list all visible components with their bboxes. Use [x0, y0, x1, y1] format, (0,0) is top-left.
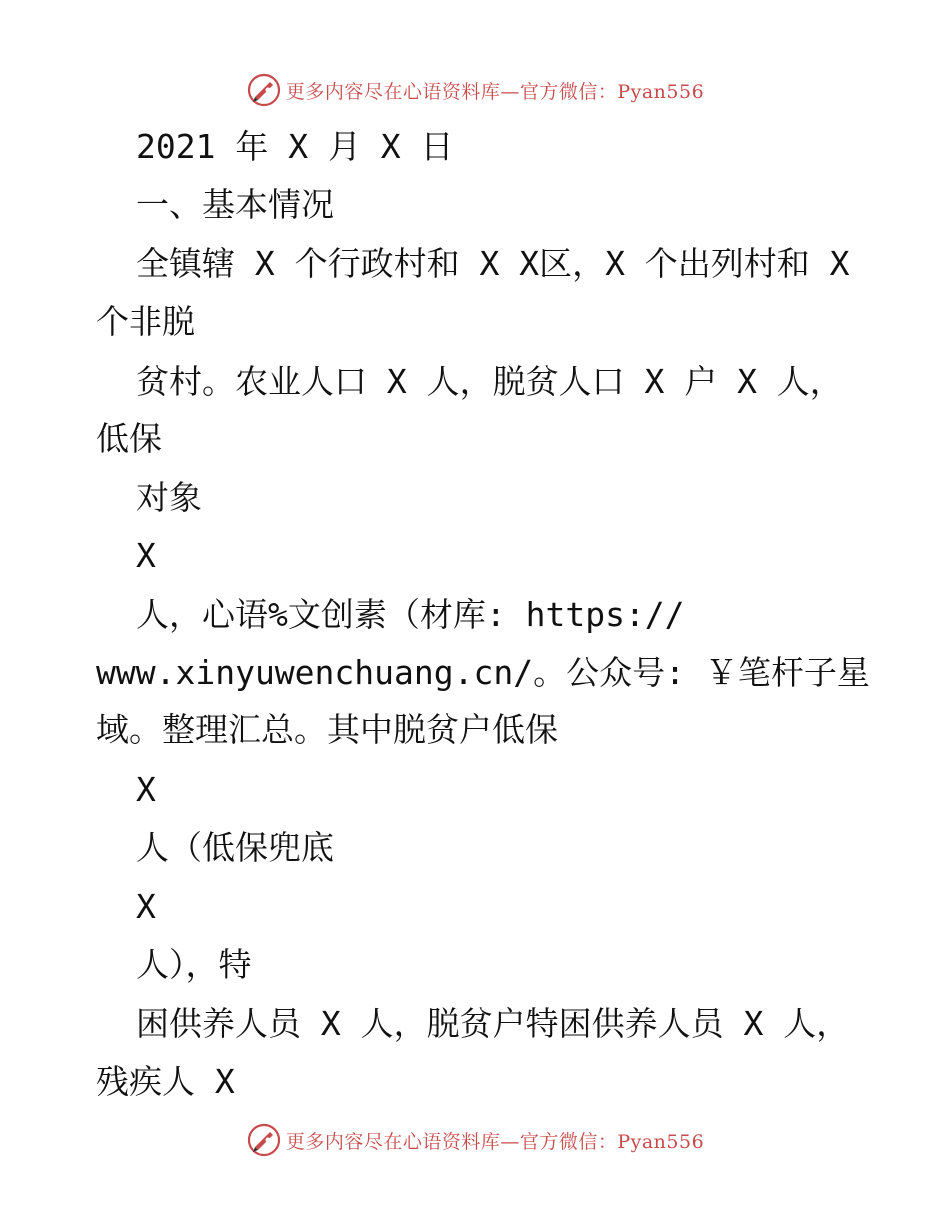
paragraph-line: 困供养人员 X 人，脱贫户特困供养人员 X 人，	[136, 1004, 850, 1043]
paragraph-line: 残疾人 X	[96, 1062, 235, 1101]
paragraph-line: 人（低保兜底	[136, 828, 334, 867]
paragraph-line: 低保	[96, 419, 162, 458]
pen-logo-icon	[246, 1122, 282, 1158]
paragraph-line: 对象	[136, 478, 202, 517]
paragraph-line: 人，心语%文创素（材库: https://	[136, 595, 685, 634]
watermark-text: 更多内容尽在心语资料库—官方微信：Pyan556	[285, 1130, 705, 1153]
section-heading: 一、基本情况	[136, 185, 334, 224]
paragraph-line: X	[136, 887, 156, 926]
paragraph-line: 个非脱	[96, 302, 195, 341]
watermark-text: 更多内容尽在心语资料库—官方微信：Pyan556	[285, 80, 705, 103]
date-line: 2021 年 X 月 X 日	[136, 127, 454, 166]
paragraph-line: X	[136, 536, 156, 575]
paragraph-line: 全镇辖 X 个行政村和 X X区，X 个出列村和 X	[136, 244, 850, 283]
header-watermark-banner	[0, 70, 950, 110]
paragraph-line: www.xinyuwenchuang.cn/。公众号: ￥笔杆子星	[96, 653, 870, 692]
pen-logo-icon	[246, 72, 282, 108]
footer-watermark-banner	[0, 1120, 950, 1160]
paragraph-line: X	[136, 770, 156, 809]
paragraph-line: 人），特	[136, 945, 252, 984]
paragraph-line: 域。整理汇总。其中脱贫户低保	[96, 710, 558, 749]
paragraph-line: 贫村。农业人口 X 人，脱贫人口 X 户 X 人，	[136, 362, 843, 401]
